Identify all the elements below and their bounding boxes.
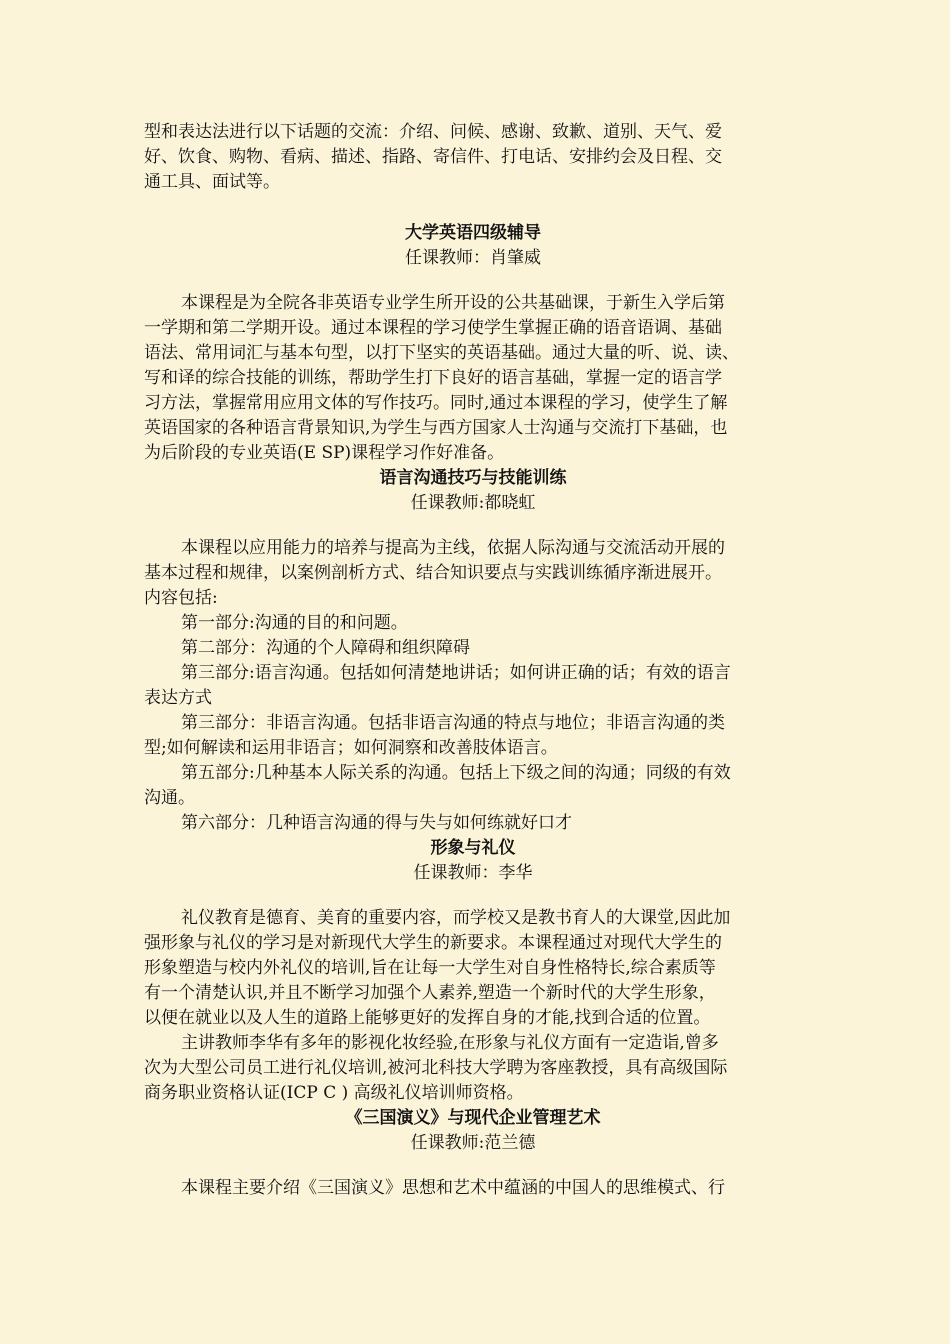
text-line: 第三部分:语言沟通。包括如何清楚地讲话；如何讲正确的话；有效的语言 [181,663,731,683]
text-line: 第二部分：沟通的个人障碍和组织障碍 [181,638,470,658]
text-line: 第一部分:沟通的目的和问题。 [181,613,408,633]
text-line: 第三部分：非语言沟通。包括非语言沟通的特点与地位；非语言沟通的类 [181,713,725,733]
course-teacher: 任课教师：李华 [413,863,533,883]
text-line: 写和译的综合技能的训练，帮助学生打下良好的语言基础，掌握一定的语言学 [144,368,722,388]
text-line: 习方法，掌握常用应用文体的写作技巧。同时,通过本课程的学习，使学生了解 [144,393,728,413]
text-line: 内容包括: [144,588,218,608]
course-paragraph [144,636,820,661]
course-title: 大学英语四级辅导 [405,223,541,243]
course-paragraph [144,761,820,811]
course-teacher: 任课教师：肖肇威 [405,248,541,268]
course-paragraph [144,1176,820,1201]
text-line: 语法、常用词汇与基本句型，以打下坚实的英语基础。通过大量的听、说、读、 [144,343,739,363]
course-paragraph [144,536,820,611]
text-line: 为后阶段的专业英语(E SP)课程学习作好准备。 [144,443,505,463]
text-line: 形象塑造与校内外礼仪的培训,旨在让每一大学生对自身性格特长,综合素质等 [144,958,716,978]
text-line: 本课程是为全院各非英语专业学生所开设的公共基础课，于新生入学后第 [181,293,725,313]
course-teacher: 任课教师:范兰德 [410,1133,536,1153]
text-line: 基本过程和规律，以案例剖析方式、结合知识要点与实践训练循序渐进展开。 [144,563,722,583]
course-title: 语言沟通技巧与技能训练 [379,468,567,488]
text-line: 第六部分：几种语言沟通的得与失与如何练就好口才 [181,813,572,833]
text-line: 次为大型公司员工进行礼仪培训,被河北科技大学聘为客座教授，具有高级国际 [144,1058,728,1078]
text-line: 好、饮食、购物、看病、描述、指路、寄信件、打电话、安排约会及日程、交 [144,147,722,167]
course-paragraph [144,291,820,466]
text-line: 以便在就业以及人生的道路上能够更好的发挥自身的才能,找到合适的位置。 [144,1008,711,1028]
course-section [144,466,820,836]
text-line: 礼仪教育是德育、美育的重要内容，而学校又是教书育人的大课堂,因此加 [181,908,731,928]
text-line: 沟通。 [144,788,195,808]
text-line: 有一个清楚认识,并且不断学习加强个人素养,塑造一个新时代的大学生形象， [144,983,716,1003]
course-paragraph [144,811,820,836]
course-title: 《三国演义》与现代企业管理艺术 [345,1108,601,1128]
text-line: 本课程以应用能力的培养与提高为主线，依据人际沟通与交流活动开展的 [181,538,725,558]
text-line: 主讲教师李华有多年的影视化妆经验,在形象与礼仪方面有一定造诣,曾多 [181,1033,719,1053]
intro-paragraph [144,120,820,195]
course-paragraph [144,1031,820,1106]
text-line: 表达方式 [144,688,212,708]
course-title: 形象与礼仪 [430,838,516,858]
text-line: 型和表达法进行以下话题的交流：介绍、问候、感谢、致歉、道别、天气、爱 [144,122,722,142]
text-line: 第五部分:几种基本人际关系的沟通。包括上下级之间的沟通；同级的有效 [181,763,731,783]
course-paragraph [144,906,820,1031]
text-line: 一学期和第二学期开设。通过本课程的学习使学生掌握正确的语音语调、基础 [144,318,722,338]
course-paragraph [144,711,820,761]
text-line: 商务职业资格认证(ICP C ) 高级礼仪培训师资格。 [144,1083,524,1103]
course-teacher: 任课教师:都晓虹 [410,493,536,513]
course-section [144,1106,820,1201]
course-section [144,221,820,466]
text-line: 型;如何解读和运用非语言；如何洞察和改善肢体语言。 [144,738,558,758]
course-paragraph [144,611,820,636]
text-line: 本课程主要介绍《三国演义》思想和艺术中蕴涵的中国人的思维模式、行 [181,1178,725,1198]
course-section [144,836,820,1106]
course-paragraph [144,661,820,711]
text-line: 通工具、面试等。 [144,172,280,192]
text-line: 强形象与礼仪的学习是对新现代大学生的新要求。本课程通过对现代大学生的 [144,933,722,953]
text-line: 英语国家的各种语言背景知识,为学生与西方国家人士沟通与交流打下基础，也 [144,418,728,438]
